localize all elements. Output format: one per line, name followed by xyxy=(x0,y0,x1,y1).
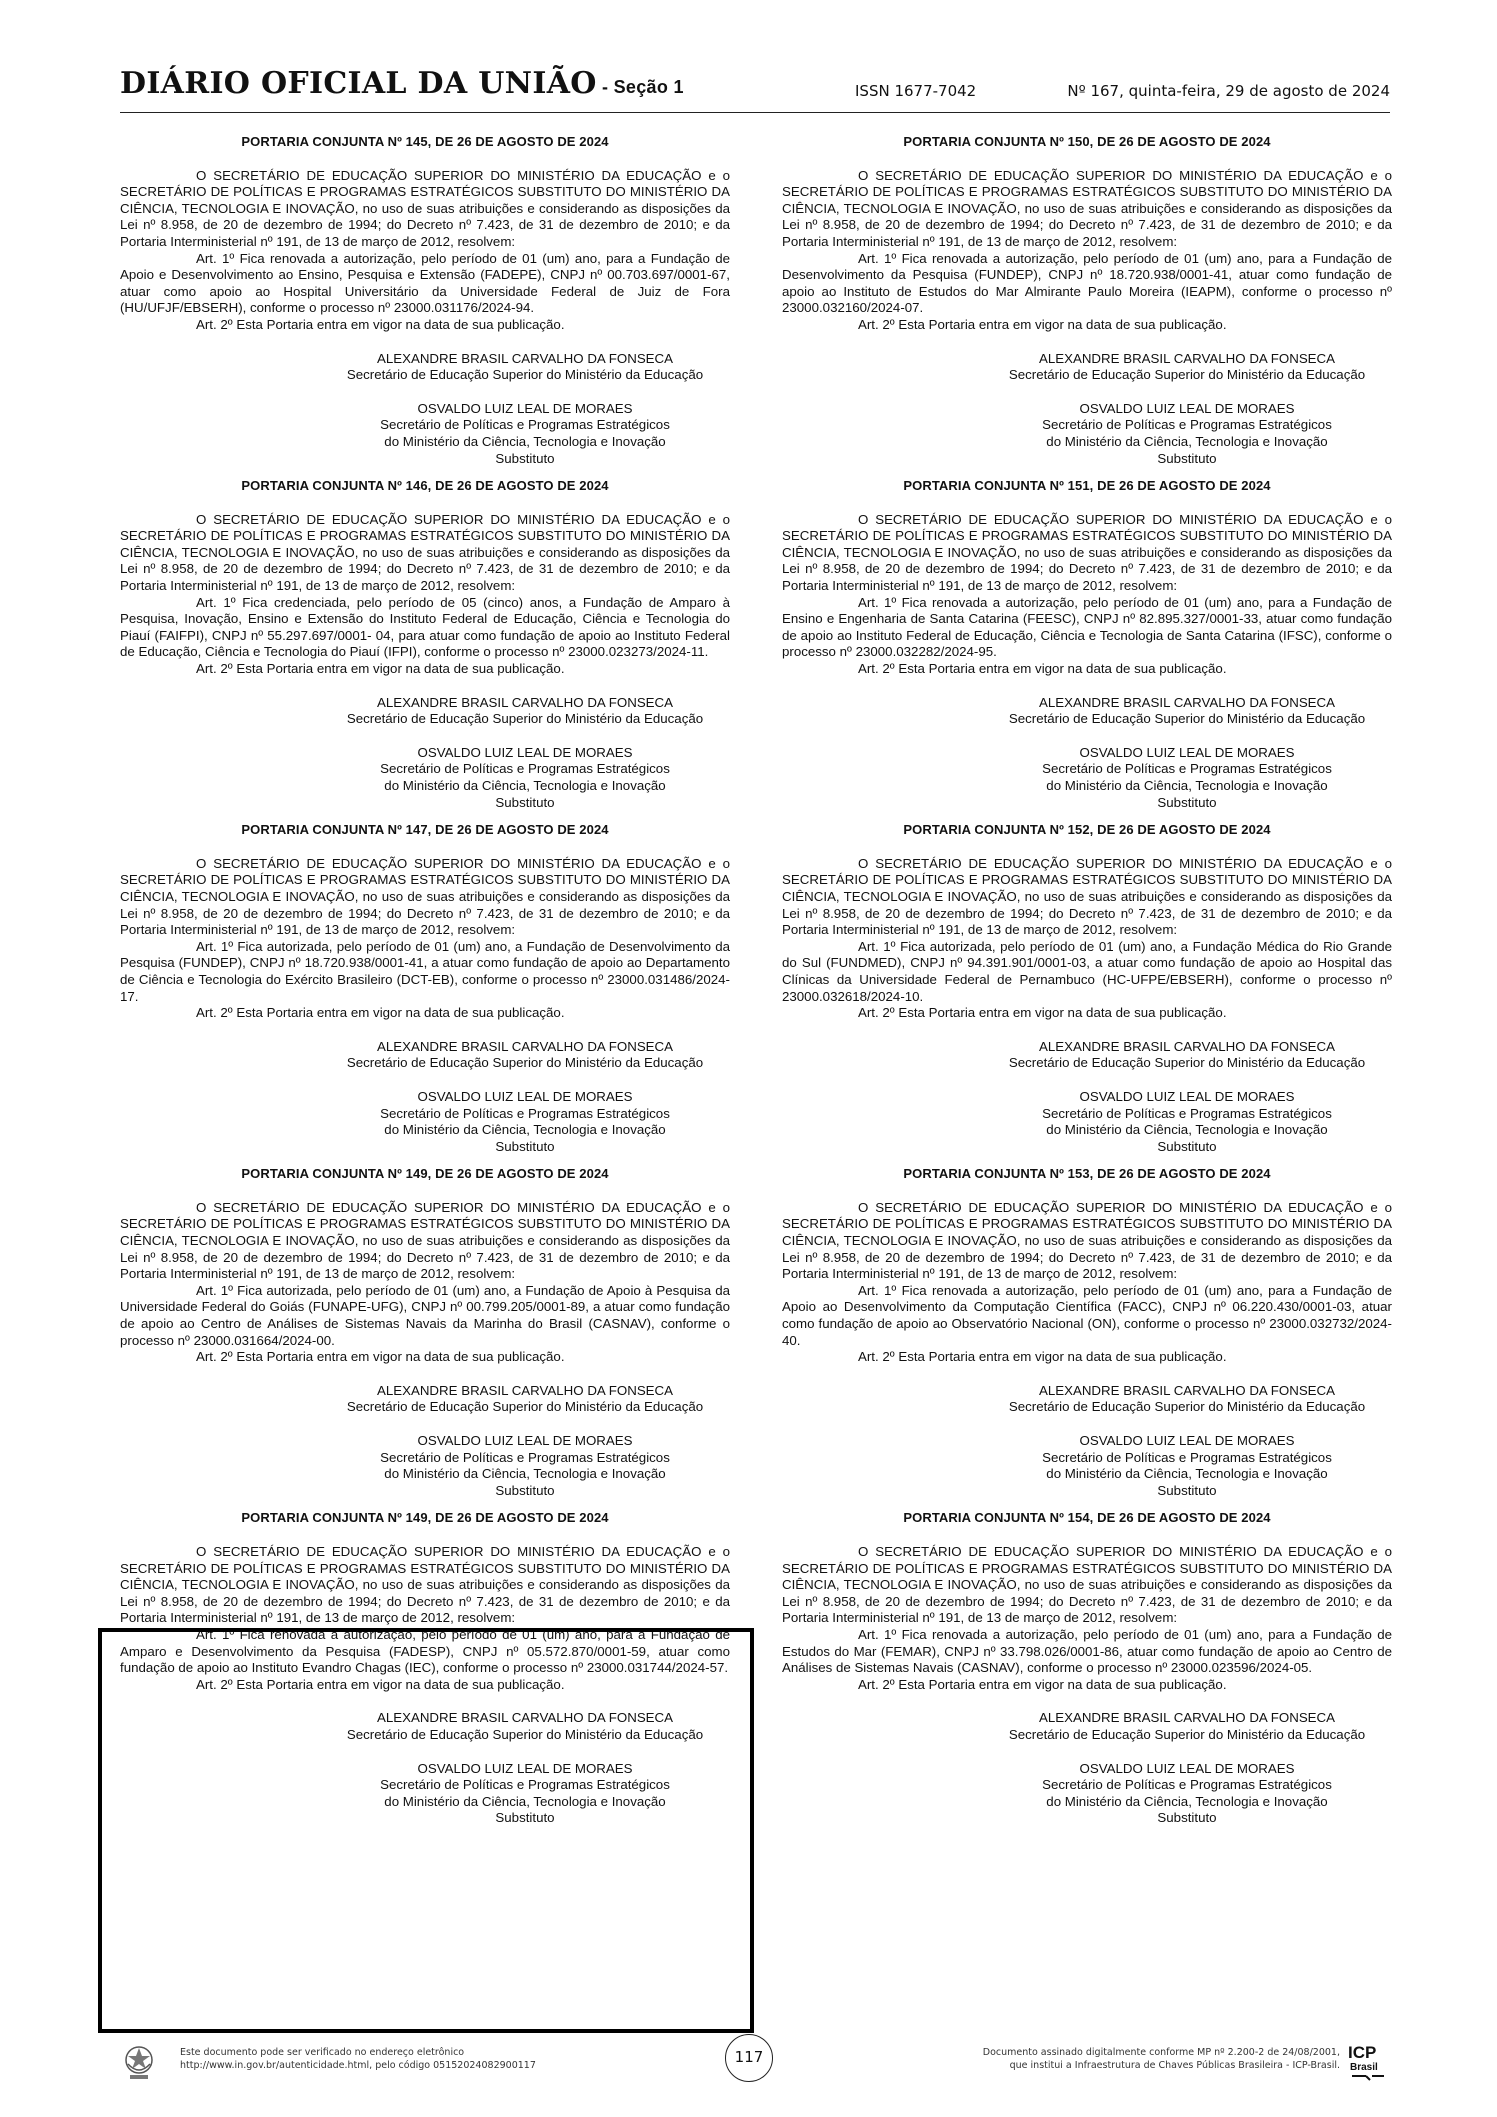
signature-block-1 xyxy=(782,1710,1392,1743)
signature-block-1 xyxy=(782,695,1392,728)
portaria-title: PORTARIA CONJUNTA Nº 152, DE 26 DE AGOSTO DE 2024 xyxy=(903,822,1271,838)
article-1: Art. 1º Fica renovada a autorização, pelo período de 01 (um) ano, para a Fundação de Apoio ao Desenvolvimento da Computação Científica (FACC), CNPJ nº 06.220.430/0001-03, atuar como fundação de apoio ao Observatório Nacional (ON), conforme o processo nº 23000.032732/2024-40. xyxy=(782,1282,1392,1348)
signatory-role: Secretário de Educação Superior do Ministério da Educação xyxy=(346,1726,704,1742)
highlight-box xyxy=(98,1628,754,2033)
portaria-block xyxy=(120,134,730,467)
signature-block-2 xyxy=(120,401,730,467)
signatory-role: Secretário de Educação Superior do Ministério da Educação xyxy=(346,1399,704,1415)
issn: ISSN 1677-7042 xyxy=(855,82,977,100)
signature-block-2 xyxy=(782,745,1392,811)
signatory-role: Substituto xyxy=(495,794,555,810)
signatory-name: OSVALDO LUIZ LEAL DE MORAES xyxy=(1079,1088,1295,1104)
masthead-title: DIÁRIO OFICIAL DA UNIÃO xyxy=(120,66,597,101)
article-2: Art. 2º Esta Portaria entra em vigor na data de sua publicação. xyxy=(858,1349,1227,1365)
signatory-name: OSVALDO LUIZ LEAL DE MORAES xyxy=(1079,1760,1295,1776)
signature-note-line-2: que institui a Infraestrutura de Chaves Públicas Brasileira - ICP-Brasil. xyxy=(1009,2060,1340,2071)
article-1: Art. 1º Fica autorizada, pelo período de 01 (um) ano, a Fundação Médica do Rio Grande do Sul (FUNDMED), CNPJ nº 94.391.901/0001-03, a atuar como fundação de apoio ao Hospital das Clínicas da Universidade Federal de Pernambuco (HC-UFPE/EBSERH), conforme o processo nº 23000.032618/2024-10. xyxy=(782,938,1392,1004)
signatory-role: do Ministério da Ciência, Tecnologia e Inovação xyxy=(384,433,666,449)
preamble: O SECRETÁRIO DE EDUCAÇÃO SUPERIOR DO MINISTÉRIO DA EDUCAÇÃO e o SECRETÁRIO DE POLÍTICAS E PROGRAMAS ESTRATÉGICOS SUBSTITUTO DO MINISTÉRIO DA CIÊNCIA, TECNOLOGIA E INOVAÇÃO, no uso de suas atribuições e considerando as disposições da Lei nº 8.958, de 20 de dezembro de 1994; do Decreto nº 7.423, de 31 de dezembro de 2010; e da Portaria Interministerial nº 191, de 13 de março de 2012, resolvem: xyxy=(120,1199,730,1282)
signatory-role: Substituto xyxy=(1157,1810,1217,1826)
signatory-role: do Ministério da Ciência, Tecnologia e Inovação xyxy=(384,1466,666,1482)
article-2: Art. 2º Esta Portaria entra em vigor na data de sua publicação. xyxy=(858,1005,1227,1021)
portaria-title: PORTARIA CONJUNTA Nº 149, DE 26 DE AGOSTO DE 2024 xyxy=(241,1166,609,1182)
portaria-block xyxy=(782,134,1392,467)
signatory-role: Substituto xyxy=(1157,450,1217,466)
page-header xyxy=(120,66,1390,113)
signatory-role: Secretário de Políticas e Programas Estratégicos xyxy=(380,1777,670,1793)
portaria-block xyxy=(120,1166,730,1499)
signature-block-1 xyxy=(120,1383,730,1416)
signatory-role: Substituto xyxy=(495,450,555,466)
signatory-name: ALEXANDRE BRASIL CARVALHO DA FONSECA xyxy=(1038,1382,1336,1398)
signature-block-2 xyxy=(782,401,1392,467)
signatory-role: Substituto xyxy=(495,1482,555,1498)
signatory-role: Secretário de Educação Superior do Ministério da Educação xyxy=(1008,1055,1366,1071)
portaria-block xyxy=(120,478,730,811)
signatory-name: ALEXANDRE BRASIL CARVALHO DA FONSECA xyxy=(376,694,674,710)
signatory-role: Secretário de Políticas e Programas Estratégicos xyxy=(380,417,670,433)
signatory-role: Secretário de Políticas e Programas Estratégicos xyxy=(1042,761,1332,777)
verification-line-1: Este documento pode ser verificado no endereço eletrônico xyxy=(180,2047,465,2058)
portaria-title: PORTARIA CONJUNTA Nº 146, DE 26 DE AGOSTO DE 2024 xyxy=(241,478,609,494)
preamble: O SECRETÁRIO DE EDUCAÇÃO SUPERIOR DO MINISTÉRIO DA EDUCAÇÃO e o SECRETÁRIO DE POLÍTICAS E PROGRAMAS ESTRATÉGICOS SUBSTITUTO DO MINISTÉRIO DA CIÊNCIA, TECNOLOGIA E INOVAÇÃO, no uso de suas atribuições e considerando as disposições da Lei nº 8.958, de 20 de dezembro de 1994; do Decreto nº 7.423, de 31 de dezembro de 2010; e da Portaria Interministerial nº 191, de 13 de março de 2012, resolvem: xyxy=(120,167,730,249)
left-column xyxy=(120,134,730,1827)
article-2: Art. 2º Esta Portaria entra em vigor na data de sua publicação. xyxy=(196,1349,565,1365)
article-1: Art. 1º Fica autorizada, pelo período de 01 (um) ano, a Fundação de Apoio à Pesquisa da Universidade Federal do Goiás (FUNAPE-UFG), CNPJ nº 00.799.205/0001-89, a atuar como fundação de apoio ao Centro de Análises de Sistemas Navais da Marinha do Brasil (CASNAV), conforme o processo nº 23000.031664/2024-00. xyxy=(120,1282,730,1348)
signatory-role: Substituto xyxy=(1157,794,1217,810)
article-1: Art. 1º Fica renovada a autorização, pelo período de 01 (um) ano, para a Fundação de Estudos do Mar (FEMAR), CNPJ nº 33.798.026/0001-86, atuar como fundação de apoio ao Centro de Análises de Sistemas Navais (CASNAV), conforme o processo nº 23000.023596/2024-05. xyxy=(782,1626,1392,1676)
signatory-role: do Ministério da Ciência, Tecnologia e Inovação xyxy=(1046,433,1328,449)
portaria-title: PORTARIA CONJUNTA Nº 150, DE 26 DE AGOSTO DE 2024 xyxy=(903,134,1271,149)
article-2: Art. 2º Esta Portaria entra em vigor na data de sua publicação. xyxy=(858,1676,1227,1692)
portaria-title: PORTARIA CONJUNTA Nº 151, DE 26 DE AGOSTO DE 2024 xyxy=(903,478,1271,494)
signatory-name: ALEXANDRE BRASIL CARVALHO DA FONSECA xyxy=(1038,350,1336,366)
article-2: Art. 2º Esta Portaria entra em vigor na data de sua publicação. xyxy=(196,661,565,677)
signature-block-2 xyxy=(120,1089,730,1155)
signatory-name: OSVALDO LUIZ LEAL DE MORAES xyxy=(417,1433,633,1448)
signatory-name: OSVALDO LUIZ LEAL DE MORAES xyxy=(417,1760,633,1776)
masthead xyxy=(120,66,684,101)
signatory-role: Secretário de Políticas e Programas Estratégicos xyxy=(1042,1777,1332,1793)
section-label: - Seção 1 xyxy=(596,77,684,97)
signature-block-2 xyxy=(120,1433,730,1499)
preamble: O SECRETÁRIO DE EDUCAÇÃO SUPERIOR DO MINISTÉRIO DA EDUCAÇÃO e o SECRETÁRIO DE POLÍTICAS E PROGRAMAS ESTRATÉGICOS SUBSTITUTO DO MINISTÉRIO DA CIÊNCIA, TECNOLOGIA E INOVAÇÃO, no uso de suas atribuições e considerando as disposições da Lei nº 8.958, de 20 de dezembro de 1994; do Decreto nº 7.423, de 31 de dezembro de 2010; e da Portaria Interministerial nº 191, de 13 de março de 2012, resolvem: xyxy=(120,855,730,938)
signatory-role: Secretário de Educação Superior do Ministério da Educação xyxy=(1008,367,1366,383)
signatory-name: ALEXANDRE BRASIL CARVALHO DA FONSECA xyxy=(376,1710,674,1726)
signatory-name: OSVALDO LUIZ LEAL DE MORAES xyxy=(1079,400,1295,416)
preamble: O SECRETÁRIO DE EDUCAÇÃO SUPERIOR DO MINISTÉRIO DA EDUCAÇÃO e o SECRETÁRIO DE POLÍTICAS E PROGRAMAS ESTRATÉGICOS SUBSTITUTO DO MINISTÉRIO DA CIÊNCIA, TECNOLOGIA E INOVAÇÃO, no uso de suas atribuições e considerando as disposições da Lei nº 8.958, de 20 de dezembro de 1994; do Decreto nº 7.423, de 31 de dezembro de 2010; e da Portaria Interministerial nº 191, de 13 de março de 2012, resolvem: xyxy=(782,1199,1392,1282)
page-number: 117 xyxy=(725,2034,773,2082)
signatory-name: OSVALDO LUIZ LEAL DE MORAES xyxy=(417,1088,633,1104)
portaria-block xyxy=(782,822,1392,1155)
signatory-role: Substituto xyxy=(1157,1138,1217,1154)
signatory-name: ALEXANDRE BRASIL CARVALHO DA FONSECA xyxy=(376,1382,674,1398)
signatory-role: Secretário de Políticas e Programas Estratégicos xyxy=(380,1105,670,1121)
svg-text:ICP: ICP xyxy=(1348,2043,1377,2062)
article-1: Art. 1º Fica renovada a autorização, pelo período de 01 (um) ano, para a Fundação de Desenvolvimento da Pesquisa (FUNDEP), CNPJ nº 18.720.938/0001-41, atuar como fundação de apoio ao Instituto de Estudos do Mar Almirante Paulo Moreira (IEAPM), conforme o processo nº 23000.032160/2024-07. xyxy=(782,250,1392,316)
signatory-role: Secretário de Educação Superior do Ministério da Educação xyxy=(346,711,704,727)
signatory-name: ALEXANDRE BRASIL CARVALHO DA FONSECA xyxy=(1038,694,1336,710)
article-1: Art. 1º Fica credenciada, pelo período de 05 (cinco) anos, a Fundação de Amparo à Pesquisa, Inovação, Ensino e Extensão do Instituto Federal de Educação, Ciência e Tecnologia do Piauí (FAIFPI), CNPJ nº 55.297.697/0001- 04, para atuar como fundação de apoio ao Instituto Federal de Educação, Ciência e Tecnologia do Piauí (IFPI), conforme o processo nº 23000.023273/2024-11. xyxy=(120,594,730,660)
signatory-role: do Ministério da Ciência, Tecnologia e Inovação xyxy=(1046,1793,1328,1809)
signatory-role: Secretário de Educação Superior do Ministério da Educação xyxy=(1008,711,1366,727)
signatory-name: ALEXANDRE BRASIL CARVALHO DA FONSECA xyxy=(1038,1710,1336,1726)
portaria-title: PORTARIA CONJUNTA Nº 149, DE 26 DE AGOSTO DE 2024 xyxy=(241,1510,609,1526)
signatory-role: Secretário de Educação Superior do Ministério da Educação xyxy=(346,367,704,383)
portaria-block xyxy=(782,478,1392,811)
article-1: Art. 1º Fica renovada a autorização, pelo período de 01 (um) ano, para a Fundação de Amparo e Desenvolvimento da Pesquisa (FADESP), CNPJ nº 05.572.870/0001-59, atuar como fundação de apoio ao Instituto Evandro Chagas (IEC), conforme o processo nº 23000.031744/2024-57. xyxy=(120,1626,730,1676)
article-2: Art. 2º Esta Portaria entra em vigor na data de sua publicação. xyxy=(196,1676,565,1692)
signature-block-1 xyxy=(782,1039,1392,1072)
article-1: Art. 1º Fica autorizada, pelo período de 01 (um) ano, a Fundação de Desenvolvimento da Pesquisa (FUNDEP), CNPJ nº 18.720.938/0001-41, a atuar como fundação de apoio ao Departamento de Ciência e Tecnologia do Exército Brasileiro (DCT-EB), conforme o processo nº 23000.031486/2024-17. xyxy=(120,938,730,1004)
preamble: O SECRETÁRIO DE EDUCAÇÃO SUPERIOR DO MINISTÉRIO DA EDUCAÇÃO e o SECRETÁRIO DE POLÍTICAS E PROGRAMAS ESTRATÉGICOS SUBSTITUTO DO MINISTÉRIO DA CIÊNCIA, TECNOLOGIA E INOVAÇÃO, no uso de suas atribuições e considerando as disposições da Lei nº 8.958, de 20 de dezembro de 1994; do Decreto nº 7.423, de 31 de dezembro de 2010; e da Portaria Interministerial nº 191, de 13 de março de 2012, resolvem: xyxy=(782,1543,1392,1626)
signatory-role: do Ministério da Ciência, Tecnologia e Inovação xyxy=(384,1793,666,1809)
signatory-role: Secretário de Políticas e Programas Estratégicos xyxy=(1042,1449,1332,1465)
signatory-role: Substituto xyxy=(495,1810,555,1826)
signatory-role: Substituto xyxy=(495,1138,555,1154)
signatory-role: Secretário de Políticas e Programas Estratégicos xyxy=(1042,1105,1332,1121)
signatory-role: Secretário de Políticas e Programas Estratégicos xyxy=(1042,417,1332,433)
signature-block-1 xyxy=(120,1039,730,1072)
signatory-name: OSVALDO LUIZ LEAL DE MORAES xyxy=(417,400,633,416)
preamble: O SECRETÁRIO DE EDUCAÇÃO SUPERIOR DO MINISTÉRIO DA EDUCAÇÃO e o SECRETÁRIO DE POLÍTICAS E PROGRAMAS ESTRATÉGICOS SUBSTITUTO DO MINISTÉRIO DA CIÊNCIA, TECNOLOGIA E INOVAÇÃO, no uso de suas atribuições e considerando as disposições da Lei nº 8.958, de 20 de dezembro de 1994; do Decreto nº 7.423, de 31 de dezembro de 2010; e da Portaria Interministerial nº 191, de 13 de março de 2012, resolvem: xyxy=(782,511,1392,594)
article-2: Art. 2º Esta Portaria entra em vigor na data de sua publicação. xyxy=(196,316,565,332)
portaria-block xyxy=(782,1166,1392,1499)
signatory-role: do Ministério da Ciência, Tecnologia e Inovação xyxy=(384,778,666,793)
signatory-role: do Ministério da Ciência, Tecnologia e Inovação xyxy=(1046,778,1328,793)
signatory-name: ALEXANDRE BRASIL CARVALHO DA FONSECA xyxy=(376,350,674,366)
edition-date: Nº 167, quinta-feira, 29 de agosto de 2024 xyxy=(1067,82,1390,100)
svg-text:Brasil: Brasil xyxy=(1350,2062,1378,2073)
signature-block-2 xyxy=(782,1761,1392,1827)
article-2: Art. 2º Esta Portaria entra em vigor na data de sua publicação. xyxy=(858,316,1227,332)
portaria-block xyxy=(120,822,730,1155)
verification-note xyxy=(180,2046,536,2072)
signatory-role: do Ministério da Ciência, Tecnologia e Inovação xyxy=(384,1122,666,1138)
signatory-name: OSVALDO LUIZ LEAL DE MORAES xyxy=(417,744,633,760)
signatory-name: OSVALDO LUIZ LEAL DE MORAES xyxy=(1079,744,1295,760)
portaria-title: PORTARIA CONJUNTA Nº 154, DE 26 DE AGOSTO DE 2024 xyxy=(903,1510,1271,1526)
signatory-name: OSVALDO LUIZ LEAL DE MORAES xyxy=(1079,1433,1295,1448)
right-column xyxy=(782,134,1392,1827)
portaria-title: PORTARIA CONJUNTA Nº 145, DE 26 DE AGOSTO DE 2024 xyxy=(241,134,609,149)
signature-note-line-1: Documento assinado digitalmente conforme MP nº 2.200-2 de 24/08/2001, xyxy=(982,2047,1340,2058)
signatory-name: ALEXANDRE BRASIL CARVALHO DA FONSECA xyxy=(1038,1038,1336,1054)
article-2: Art. 2º Esta Portaria entra em vigor na data de sua publicação. xyxy=(858,661,1227,677)
signature-block-2 xyxy=(120,745,730,811)
preamble: O SECRETÁRIO DE EDUCAÇÃO SUPERIOR DO MINISTÉRIO DA EDUCAÇÃO e o SECRETÁRIO DE POLÍTICAS E PROGRAMAS ESTRATÉGICOS SUBSTITUTO DO MINISTÉRIO DA CIÊNCIA, TECNOLOGIA E INOVAÇÃO, no uso de suas atribuições e considerando as disposições da Lei nº 8.958, de 20 de dezembro de 1994; do Decreto nº 7.423, de 31 de dezembro de 2010; e da Portaria Interministerial nº 191, de 13 de março de 2012, resolvem: xyxy=(782,855,1392,938)
signature-note xyxy=(983,2046,1340,2072)
signatory-role: Secretário de Educação Superior do Ministério da Educação xyxy=(1008,1726,1366,1742)
icp-brasil-logo xyxy=(1346,2040,1390,2084)
portaria-block xyxy=(782,1510,1392,1827)
portaria-title: PORTARIA CONJUNTA Nº 147, DE 26 DE AGOSTO DE 2024 xyxy=(241,822,609,838)
signature-block-1 xyxy=(782,351,1392,384)
signature-block-2 xyxy=(782,1089,1392,1155)
page-footer xyxy=(120,2040,1390,2100)
signature-block-2 xyxy=(782,1433,1392,1499)
signature-block-1 xyxy=(120,351,730,384)
signatory-role: Secretário de Políticas e Programas Estratégicos xyxy=(380,761,670,777)
preamble: O SECRETÁRIO DE EDUCAÇÃO SUPERIOR DO MINISTÉRIO DA EDUCAÇÃO e o SECRETÁRIO DE POLÍTICAS E PROGRAMAS ESTRATÉGICOS SUBSTITUTO DO MINISTÉRIO DA CIÊNCIA, TECNOLOGIA E INOVAÇÃO, no uso de suas atribuições e considerando as disposições da Lei nº 8.958, de 20 de dezembro de 1994; do Decreto nº 7.423, de 31 de dezembro de 2010; e da Portaria Interministerial nº 191, de 13 de março de 2012, resolvem: xyxy=(782,167,1392,249)
coat-of-arms-icon xyxy=(120,2042,158,2082)
portaria-title: PORTARIA CONJUNTA Nº 153, DE 26 DE AGOSTO DE 2024 xyxy=(903,1166,1271,1182)
signatory-role: Substituto xyxy=(1157,1482,1217,1498)
signature-block-1 xyxy=(782,1383,1392,1416)
signatory-role: Secretário de Educação Superior do Ministério da Educação xyxy=(346,1055,704,1071)
verification-link[interactable]: http://www.in.gov.br/autenticidade.html, pelo código 05152024082900117 xyxy=(180,2060,536,2071)
preamble: O SECRETÁRIO DE EDUCAÇÃO SUPERIOR DO MINISTÉRIO DA EDUCAÇÃO e o SECRETÁRIO DE POLÍTICAS E PROGRAMAS ESTRATÉGICOS SUBSTITUTO DO MINISTÉRIO DA CIÊNCIA, TECNOLOGIA E INOVAÇÃO, no uso de suas atribuições e considerando as disposições da Lei nº 8.958, de 20 de dezembro de 1994; do Decreto nº 7.423, de 31 de dezembro de 2010; e da Portaria Interministerial nº 191, de 13 de março de 2012, resolvem: xyxy=(120,1543,730,1626)
signatory-role: Secretário de Educação Superior do Ministério da Educação xyxy=(1008,1399,1366,1415)
signatory-role: do Ministério da Ciência, Tecnologia e Inovação xyxy=(1046,1466,1328,1482)
signatory-role: do Ministério da Ciência, Tecnologia e Inovação xyxy=(1046,1122,1328,1138)
signatory-role: Secretário de Políticas e Programas Estratégicos xyxy=(380,1449,670,1465)
article-1: Art. 1º Fica renovada a autorização, pelo período de 01 (um) ano, para a Fundação de Apoio e Desenvolvimento ao Ensino, Pesquisa e Extensão (FADEPE), CNPJ nº 00.703.697/0001-67, atuar como apoio ao Hospital Universitário da Universidade Federal de Juiz de Fora (HU/UFJF/EBSERH), conforme o processo nº 23000.031176/2024-94. xyxy=(120,250,730,316)
article-1: Art. 1º Fica renovada a autorização, pelo período de 01 (um) ano, para a Fundação de Ensino e Engenharia de Santa Catarina (FEESC), CNPJ nº 82.895.327/0001-33, atuar como fundação de apoio ao Instituto Federal de Educação, Ciência e Tecnologia de Santa Catarina (IFSC), conforme o processo nº 23000.032282/2024-95. xyxy=(782,594,1392,660)
preamble: O SECRETÁRIO DE EDUCAÇÃO SUPERIOR DO MINISTÉRIO DA EDUCAÇÃO e o SECRETÁRIO DE POLÍTICAS E PROGRAMAS ESTRATÉGICOS SUBSTITUTO DO MINISTÉRIO DA CIÊNCIA, TECNOLOGIA E INOVAÇÃO, no uso de suas atribuições e considerando as disposições da Lei nº 8.958, de 20 de dezembro de 1994; do Decreto nº 7.423, de 31 de dezembro de 2010; e da Portaria Interministerial nº 191, de 13 de março de 2012, resolvem: xyxy=(120,511,730,594)
signature-block-1 xyxy=(120,695,730,728)
signatory-name: ALEXANDRE BRASIL CARVALHO DA FONSECA xyxy=(376,1038,674,1054)
article-2: Art. 2º Esta Portaria entra em vigor na data de sua publicação. xyxy=(196,1005,565,1021)
